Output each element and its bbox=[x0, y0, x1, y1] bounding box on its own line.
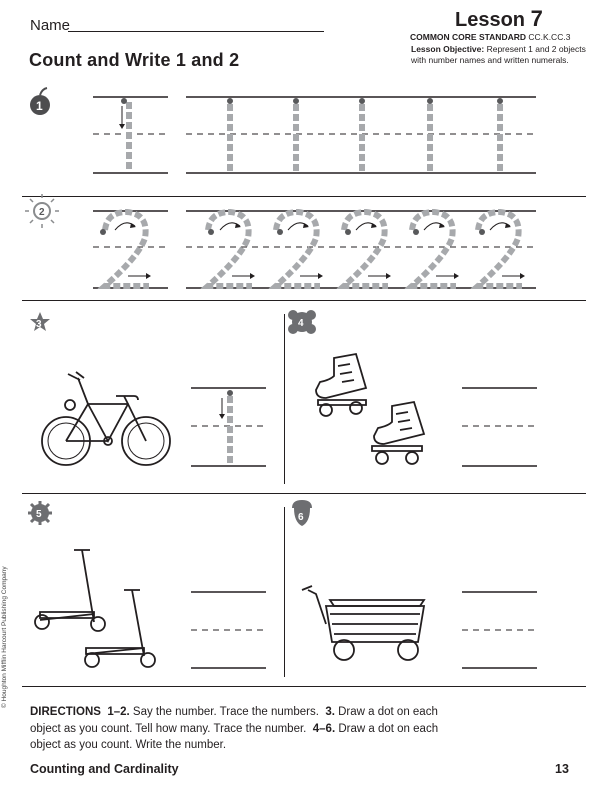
trace-two[interactable] bbox=[412, 212, 459, 286]
directions-item-b: Draw a dot on each object as you count. Tell how many. Trace the number. bbox=[30, 706, 438, 735]
problem-3-number: 3 bbox=[36, 319, 42, 330]
bicycle-illustration[interactable] bbox=[42, 372, 170, 465]
sun-icon bbox=[25, 194, 59, 228]
directions-heading: DIRECTIONS bbox=[30, 706, 101, 718]
trace-two[interactable] bbox=[100, 212, 151, 286]
flower-icon bbox=[288, 310, 316, 334]
trace-two[interactable] bbox=[478, 212, 525, 286]
trace-one[interactable] bbox=[427, 98, 433, 172]
lesson-word: Lesson bbox=[455, 9, 526, 31]
copyright-notice: © Houghton Mifflin Harcourt Publishing Company bbox=[1, 566, 8, 708]
trace-one[interactable] bbox=[359, 98, 365, 172]
problem-4-number: 4 bbox=[298, 318, 304, 329]
apple-icon bbox=[30, 88, 50, 115]
standard-label: COMMON CORE STANDARD bbox=[410, 32, 527, 42]
trace-one[interactable] bbox=[219, 390, 233, 465]
wagon-illustration[interactable] bbox=[302, 586, 424, 660]
roller-skates-illustration[interactable] bbox=[316, 354, 424, 464]
directions bbox=[30, 704, 450, 754]
problem-2-number: 2 bbox=[39, 207, 45, 218]
name-label: Name bbox=[30, 17, 71, 34]
page-number: 13 bbox=[555, 762, 569, 776]
page-title: Count and Write 1 and 2 bbox=[29, 50, 240, 70]
trace-one[interactable] bbox=[293, 98, 299, 172]
acorn-icon bbox=[292, 500, 312, 526]
star-icon bbox=[30, 312, 50, 331]
directions-item-c-nums: 4–6. bbox=[312, 722, 336, 735]
trace-two[interactable] bbox=[276, 212, 323, 286]
trace-one[interactable] bbox=[227, 98, 233, 172]
section-name: Counting and Cardinality bbox=[30, 762, 179, 776]
trace-two[interactable] bbox=[208, 212, 255, 286]
trace-two[interactable] bbox=[344, 212, 391, 286]
standard-code: CC.K.CC.3 bbox=[528, 32, 571, 42]
scooters-illustration[interactable] bbox=[35, 550, 155, 667]
trace-one[interactable] bbox=[497, 98, 503, 172]
directions-item-a: Say the number. Trace the numbers. bbox=[132, 706, 319, 718]
objective-label: Lesson Objective: bbox=[411, 44, 485, 54]
objective-text: Represent 1 and 2 objects with number names and written numerals. bbox=[411, 44, 586, 65]
directions-item-b-nums: 3. bbox=[325, 706, 335, 718]
directions-item-a-nums: 1–2. bbox=[107, 706, 130, 718]
problem-5-number: 5 bbox=[36, 509, 42, 520]
problem-6-number: 6 bbox=[298, 512, 304, 523]
gear-icon bbox=[28, 501, 52, 525]
directions-item-c: Draw a dot on each object as you count. Write the number. bbox=[30, 722, 439, 751]
lesson-number: 7 bbox=[530, 6, 543, 31]
problem-1-number: 1 bbox=[36, 99, 43, 113]
